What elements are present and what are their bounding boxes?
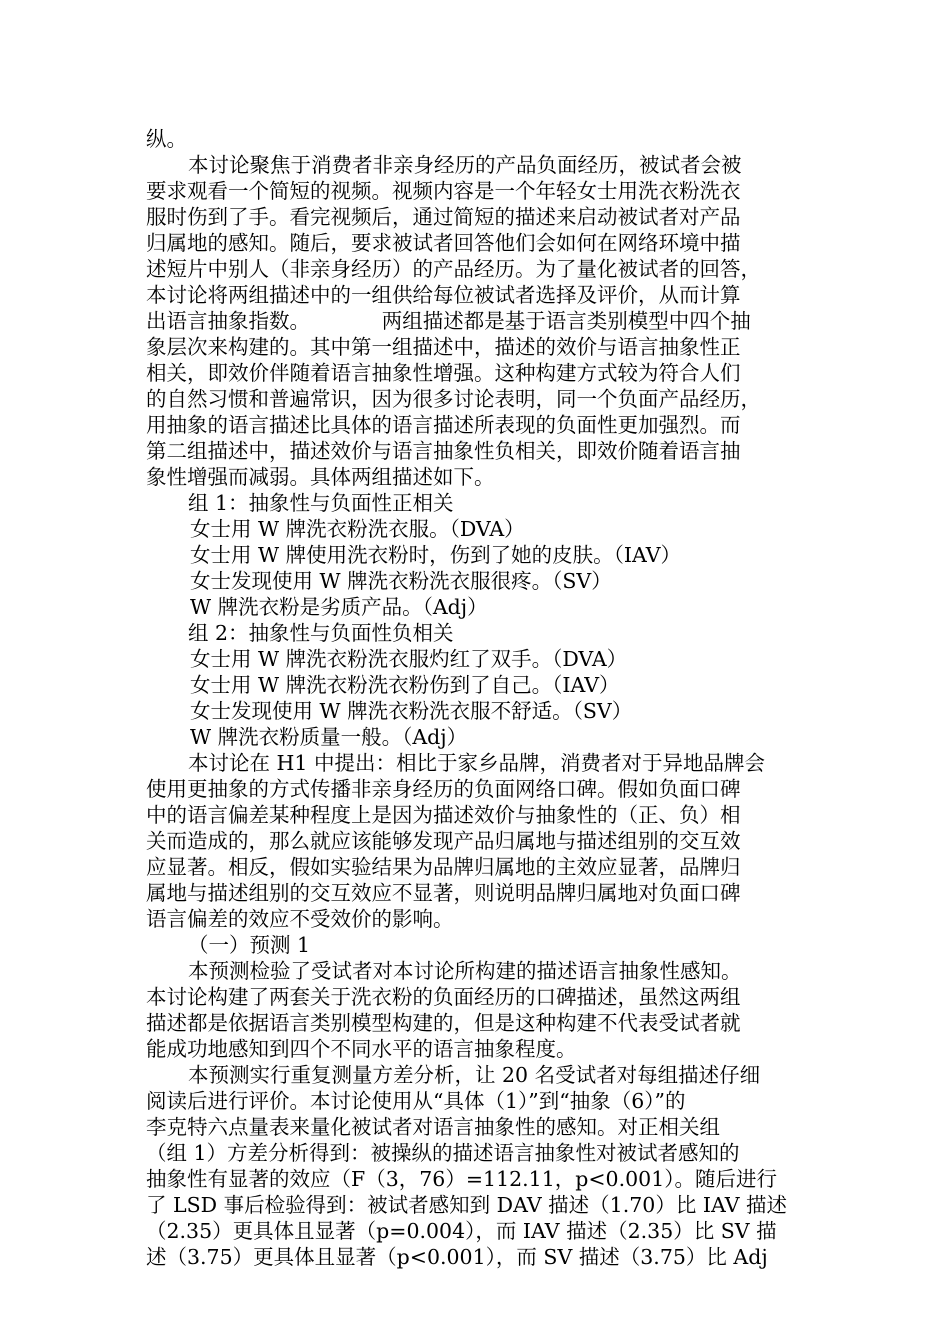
text-line: 了 LSD 事后检验得到：被试者感知到 DAV 描述（1.70）比 IAV 描述 bbox=[146, 1193, 788, 1217]
paragraph-first-line: 本讨论聚焦于消费者非亲身经历的产品负面经历，被试者会被 bbox=[188, 153, 742, 177]
text-line: 要求观看一个简短的视频。视频内容是一个年轻女士用洗衣粉洗衣 bbox=[146, 179, 741, 203]
section-heading: （一）预测 1 bbox=[188, 933, 311, 957]
text-line: 关而造成的，那么就应该能够发现产品归属地与描述组别的交互效 bbox=[146, 829, 741, 853]
group-2-heading: 组 2：抽象性与负面性负相关 bbox=[188, 621, 454, 645]
group-2-item-sv: 女士发现使用 W 牌洗衣粉洗衣服不舒适。（SV） bbox=[190, 699, 633, 723]
text-line: 属地与描述组别的交互效应不显著，则说明品牌归属地对负面口碑 bbox=[146, 881, 741, 905]
paragraph-first-line: 本预测实行重复测量方差分析，让 20 名受试者对每组描述仔细 bbox=[188, 1063, 761, 1087]
text-line: 应显著。相反，假如实验结果为品牌归属地的主效应显著，品牌归 bbox=[146, 855, 741, 879]
text-line: （组 1）方差分析得到：被操纵的描述语言抽象性对被试者感知的 bbox=[146, 1141, 740, 1165]
text-line: 象性增强而减弱。具体两组描述如下。 bbox=[146, 465, 495, 489]
paragraph-first-line: 本预测检验了受试者对本讨论所构建的描述语言抽象性感知。 bbox=[188, 959, 742, 983]
text-line: 抽象性有显著的效应（F（3，76）=112.11，p<0.001）。随后进行 bbox=[146, 1167, 777, 1191]
text-line: 用抽象的语言描述比具体的语言描述所表现的负面性更加强烈。而 bbox=[146, 413, 741, 437]
group-1-item-dva: 女士用 W 牌洗衣粉洗衣服。（DVA） bbox=[190, 517, 525, 541]
text-line: 本讨论将两组描述中的一组供给每位被试者选择及评价，从而计算 bbox=[146, 283, 741, 307]
group-2-item-dva: 女士用 W 牌洗衣粉洗衣服灼红了双手。（DVA） bbox=[190, 647, 628, 671]
text-line: 归属地的感知。随后，要求被试者回答他们会如何在网络环境中描 bbox=[146, 231, 741, 255]
text-line: 的自然习惯和普遍常识，因为很多讨论表明，同一个负面产品经历， bbox=[146, 387, 761, 411]
group-2-item-adj: W 牌洗衣粉质量一般。（Adj） bbox=[190, 725, 468, 749]
group-1-item-adj: W 牌洗衣粉是劣质产品。（Adj） bbox=[190, 595, 488, 619]
text-line: 服时伤到了手。看完视频后，通过简短的描述来启动被试者对产品 bbox=[146, 205, 741, 229]
text-line: 阅读后进行评价。本讨论使用从“具体（1）”到“抽象（6）”的 bbox=[146, 1089, 686, 1113]
text-line: 出语言抽象指数。 两组描述都是基于语言类别模型中四个抽 bbox=[146, 309, 751, 333]
text-line: 使用更抽象的方式传播非亲身经历的负面网络口碑。假如负面口碑 bbox=[146, 777, 741, 801]
text-line: 李克特六点量表来量化被试者对语言抽象性的感知。对正相关组 bbox=[146, 1115, 720, 1139]
text-line: 相关，即效价伴随着语言抽象性增强。这种构建方式较为符合人们 bbox=[146, 361, 741, 385]
group-1-item-iav: 女士用 W 牌使用洗衣粉时，伤到了她的皮肤。（IAV） bbox=[190, 543, 682, 567]
text-line: 中的语言偏差某种程度上是因为描述效价与抽象性的（正、负）相 bbox=[146, 803, 741, 827]
text-line: 述短片中别人（非亲身经历）的产品经历。为了量化被试者的回答， bbox=[146, 257, 761, 281]
text-line: 能成功地感知到四个不同水平的语言抽象程度。 bbox=[146, 1037, 577, 1061]
group-1-heading: 组 1：抽象性与负面性正相关 bbox=[188, 491, 454, 515]
text-line: 描述都是依据语言类别模型构建的，但是这种构建不代表受试者就 bbox=[146, 1011, 741, 1035]
text-line: 本讨论构建了两套关于洗衣粉的负面经历的口碑描述，虽然这两组 bbox=[146, 985, 741, 1009]
text-line: 纵。 bbox=[146, 127, 187, 151]
paragraph-first-line: 本讨论在 H1 中提出：相比于家乡品牌，消费者对于异地品牌会 bbox=[188, 751, 765, 775]
text-line: （2.35）更具体且显著（p=0.004），而 IAV 描述（2.35）比 SV 描 bbox=[146, 1219, 777, 1243]
text-line: 述（3.75）更具体且显著（p<0.001），而 SV 描述（3.75）比 Adj bbox=[146, 1245, 768, 1269]
group-1-item-sv: 女士发现使用 W 牌洗衣粉洗衣服很疼。（SV） bbox=[190, 569, 612, 593]
group-2-item-iav: 女士用 W 牌洗衣粉洗衣粉伤到了自己。（IAV） bbox=[190, 673, 620, 697]
text-line: 象层次来构建的。其中第一组描述中，描述的效价与语言抽象性正 bbox=[146, 335, 741, 359]
text-line: 第二组描述中，描述效价与语言抽象性负相关，即效价随着语言抽 bbox=[146, 439, 741, 463]
text-line: 语言偏差的效应不受效价的影响。 bbox=[146, 907, 454, 931]
